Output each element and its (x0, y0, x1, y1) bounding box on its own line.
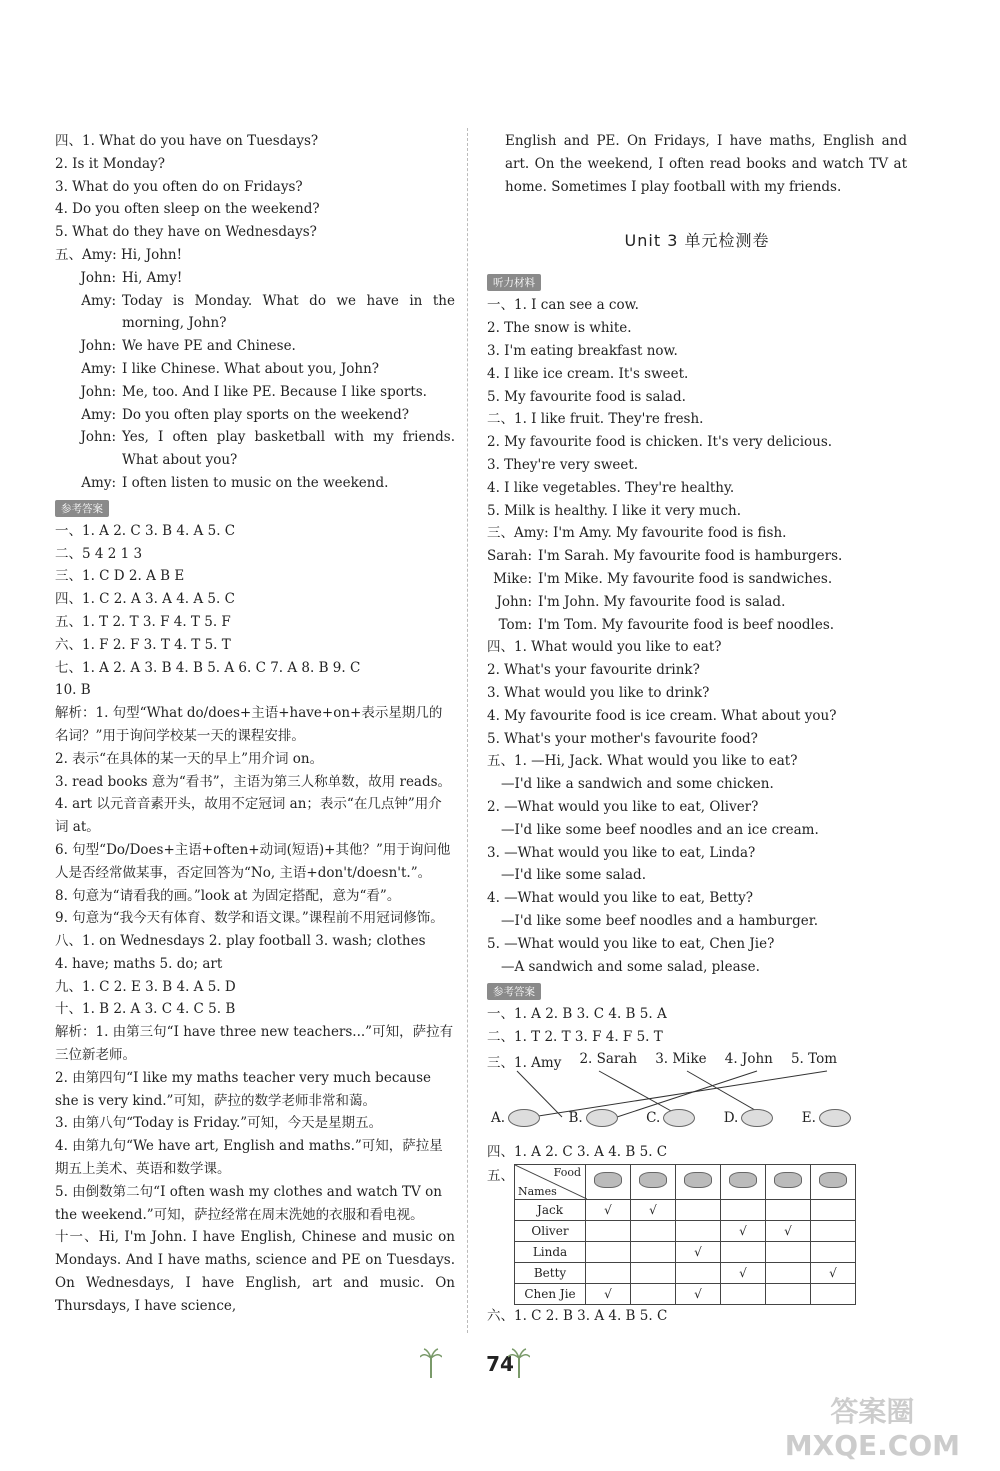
analysis-1 (55, 702, 455, 930)
matching-exercise (487, 1051, 907, 1141)
analysis-line: 4. 由第九句“We have art, English and maths.”可知，萨拉星期五上美术、英语和数学课。 (55, 1138, 443, 1178)
section-8 (55, 930, 455, 976)
listening-badge: 听力材料 (487, 274, 541, 291)
food-icon (508, 1109, 540, 1127)
analysis-line: 解析：1. 由第三句“I have three new teachers...”可知，萨拉有三位新老师。 (55, 1024, 454, 1064)
dialog-text: I'm Tom. My favourite food is beef noodles. (538, 616, 835, 633)
section-5-header: 五、Amy: Hi, John! (55, 246, 183, 263)
analysis-2 (55, 1021, 455, 1226)
table-cell (676, 1262, 721, 1283)
answer-line: 10. B (55, 682, 91, 699)
table-cell: √ (631, 1199, 676, 1220)
dialog-text: I'm Mike. My favourite food is sandwiches. (538, 570, 833, 587)
answer-1: 一、1. A 2. B 3. C 4. B 5. A (487, 1006, 667, 1023)
fill-answer-line: 4. have; maths 5. do; art (55, 955, 223, 972)
answer-line: 七、1. A 2. A 3. B 4. B 5. A 6. C 7. A 8. B 9. C (55, 659, 361, 676)
section-11: 十一、Hi, I'm John. I have English, Chinese and music on Mondays. And I have maths, science and PE on Tuesdays. On Wednesdays, I have English, art and music. On Thursdays, I have science, (55, 1229, 455, 1314)
match-name: 三、1. Amy (487, 1054, 562, 1071)
dialog-text: Hi, Amy! (122, 269, 183, 286)
dialog-text: I often listen to music on the weekend. (122, 474, 389, 491)
answer-badge: 参考答案 (55, 500, 109, 517)
answer-5 (487, 1164, 907, 1305)
listening-line: 2. —What would you like to eat, Oliver? (487, 798, 759, 815)
answer-line: 二、5 4 2 1 3 (55, 545, 143, 562)
listening-line: 4. My favourite food is ice cream. What about you? (487, 707, 837, 724)
listening-line: 5. What's your mother's favourite food? (487, 730, 758, 747)
analysis-line: 9. 句意为“我今天有体育、数学和语文课。”课程前不用冠词修饰。 (55, 910, 444, 927)
food-option (724, 1109, 774, 1127)
listening-line: 5. Milk is healthy. I like it very much. (487, 502, 742, 519)
food-icon (741, 1109, 773, 1127)
table-row (515, 1241, 856, 1262)
answer-line: 一、1. A 2. C 3. B 4. A 5. C (55, 522, 236, 539)
analysis-line: 6. 句型“Do/Does+主语+often+动词(短语)+其他？”用于询问他人是否经常做某事，否定回答为“No, 主语+don't/doesn't.”。 (55, 841, 451, 881)
analysis-line: 4. art 以元音音素开头，故用不定冠词 an；表示“在几点钟”用介词 at。 (55, 796, 442, 836)
section-11-continued: English and PE. On Fridays, I have maths, English and art. On the weekend, I often read books and watch TV at home. Sometimes I play football with my friends. (505, 133, 907, 195)
table-cell (766, 1199, 811, 1220)
listening-line: 一、1. I can see a cow. (487, 297, 639, 314)
listening-line: 4. I like ice cream. It's sweet. (487, 365, 689, 382)
table-cell: √ (721, 1220, 766, 1241)
listening-3 (487, 545, 907, 636)
dialog-line (71, 472, 455, 495)
food-option (802, 1109, 851, 1127)
listening-line: 四、1. What would you like to eat? (487, 639, 722, 656)
dialog-line (487, 545, 907, 568)
unit-title: Unit 3 单元检测卷 (624, 231, 770, 251)
listening-line: 3. —What would you like to eat, Linda? (487, 844, 756, 861)
fill-answer-line: 八、1. on Wednesdays 2. play football 3. wash; clothes (55, 933, 426, 950)
analysis-line: 2. 表示“在具体的某一天的早上”用介词 on。 (55, 750, 324, 767)
table-name-cell: Jack (515, 1199, 586, 1220)
food-icon (594, 1172, 622, 1188)
food-column-header (631, 1164, 676, 1199)
food-icon (586, 1109, 618, 1127)
speaker: John: (496, 593, 532, 610)
table-cell (631, 1220, 676, 1241)
food-column-header (586, 1164, 631, 1199)
food-icon (774, 1172, 802, 1188)
match-name: 4. John (724, 1050, 773, 1067)
food-letter: A. (491, 1109, 506, 1126)
speaker: Amy: (81, 474, 116, 491)
dialog-line (71, 426, 455, 472)
food-column-header (676, 1164, 721, 1199)
speaker: Tom: (498, 616, 532, 633)
table-cell (766, 1283, 811, 1304)
table-cell: √ (676, 1283, 721, 1304)
listening-line: —I'd like some salad. (501, 867, 646, 884)
listening-3-header: 三、Amy: I'm Amy. My favourite food is fish. (487, 525, 787, 542)
food-letter: D. (723, 1109, 739, 1126)
column-divider (467, 128, 468, 1333)
match-name: 2. Sarah (579, 1050, 638, 1067)
table-cell (631, 1283, 676, 1304)
speaker: John: (80, 429, 116, 446)
table-cell (586, 1241, 631, 1262)
dialog-line (71, 404, 455, 427)
dialog-text: Today is Monday. What do we have in the morning, John? (122, 292, 455, 332)
food-icon (819, 1172, 847, 1188)
left-column (55, 130, 455, 1318)
dialog-text: Do you often play sports on the weekend? (122, 406, 410, 423)
table-cell: √ (676, 1241, 721, 1262)
dialog-line (71, 381, 455, 404)
section-9: 九、1. C 2. E 3. B 4. A 5. D (55, 978, 236, 995)
table-row (515, 1283, 856, 1304)
table-cell (676, 1220, 721, 1241)
table-corner: Food Names (515, 1164, 586, 1199)
question-line: 5. What do they have on Wednesdays? (55, 224, 317, 241)
speaker: John: (80, 338, 116, 355)
listening-5 (487, 750, 907, 978)
listening-line: —I'd like some beef noodles and an ice cream. (501, 821, 819, 838)
dialog-line (487, 568, 907, 591)
speaker: Amy: (81, 406, 116, 423)
listening-line: —I'd like some beef noodles and a hamburger. (501, 912, 818, 929)
table-cell: √ (586, 1283, 631, 1304)
food-letter: E. (801, 1109, 816, 1126)
palm-right-icon (508, 1348, 530, 1378)
answer-line: 三、1. C D 2. A B E (55, 568, 185, 585)
speaker: John: (80, 269, 116, 286)
table-cell (631, 1241, 676, 1262)
food-column-header (721, 1164, 766, 1199)
food-column-header (766, 1164, 811, 1199)
table-cell (811, 1199, 856, 1220)
table-cell: √ (586, 1199, 631, 1220)
table-cell (586, 1220, 631, 1241)
question-line: 2. Is it Monday? (55, 155, 165, 172)
answer-line: 六、1. F 2. F 3. T 4. T 5. T (55, 636, 231, 653)
match-name: 3. Mike (655, 1050, 707, 1067)
dialog-line (71, 290, 455, 336)
answer-list (55, 520, 455, 702)
speaker: Mike: (493, 570, 532, 587)
dialog (55, 267, 455, 495)
listening-line: 5. My favourite food is salad. (487, 388, 686, 405)
table-cell: √ (721, 1262, 766, 1283)
food-option (568, 1109, 617, 1127)
listening-4 (487, 636, 907, 750)
table-cell (586, 1262, 631, 1283)
right-column (487, 130, 907, 1327)
table-cell (811, 1220, 856, 1241)
speaker: Amy: (81, 292, 116, 309)
table-name-cell: Linda (515, 1241, 586, 1262)
food-icon (729, 1172, 757, 1188)
table-cell (811, 1283, 856, 1304)
dialog-line (71, 335, 455, 358)
table-row (515, 1220, 856, 1241)
food-icon (819, 1109, 851, 1127)
table-cell (721, 1199, 766, 1220)
dialog-text: I'm John. My favourite food is salad. (538, 593, 786, 610)
table-name-cell: Chen Jie (515, 1283, 586, 1304)
table-name-cell: Oliver (515, 1220, 586, 1241)
section-10: 十、1. B 2. A 3. C 4. C 5. B (55, 1001, 236, 1018)
listening-line: 二、1. I like fruit. They're fresh. (487, 411, 704, 428)
answer-4: 四、1. A 2. C 3. A 4. B 5. C (487, 1143, 668, 1160)
food-column-header (811, 1164, 856, 1199)
table-cell (811, 1241, 856, 1262)
table-row (515, 1262, 856, 1283)
dialog-text: We have PE and Chinese. (122, 338, 296, 355)
table-cell: √ (811, 1262, 856, 1283)
dialog-line (71, 358, 455, 381)
analysis-line: 3. read books 意为“看书”，主语为第三人称单数，故用 reads。 (55, 773, 452, 790)
section-4-questions (55, 130, 455, 244)
question-line: 3. What do you often do on Fridays? (55, 178, 303, 195)
food-option (491, 1109, 540, 1127)
dialog-text: I'm Sarah. My favourite food is hamburgers. (538, 548, 843, 565)
analysis-line: 5. 由倒数第二句“I often wash my clothes and watch TV on the weekend.”可知，萨拉经常在周末洗她的衣服和看电视。 (55, 1183, 442, 1223)
watermark: 答案圈 MXQE.COM (784, 1395, 960, 1462)
dialog-line (487, 591, 907, 614)
food-table (514, 1164, 856, 1305)
speaker: Amy: (81, 360, 116, 377)
listening-line: 2. My favourite food is chicken. It's very delicious. (487, 434, 833, 451)
page-number: 74 (486, 1352, 514, 1376)
listening-line: 2. What's your favourite drink? (487, 662, 700, 679)
listening-line: —I'd like a sandwich and some chicken. (501, 776, 774, 793)
table-cell (721, 1283, 766, 1304)
food-icon (663, 1109, 695, 1127)
question-line: 4. Do you often sleep on the weekend? (55, 201, 320, 218)
food-option (646, 1109, 695, 1127)
dialog-line (487, 614, 907, 637)
answer-2: 二、1. T 2. T 3. F 4. F 5. T (487, 1029, 663, 1046)
table-cell (676, 1199, 721, 1220)
table-name-cell: Betty (515, 1262, 586, 1283)
listening-line: 3. What would you like to drink? (487, 684, 710, 701)
food-icon (639, 1172, 667, 1188)
dialog-text: Me, too. And I like PE. Because I like sports. (122, 383, 427, 400)
dialog-text: Yes, I often play basketball with my friends. What about you? (122, 429, 455, 469)
table-cell (766, 1262, 811, 1283)
answer-line: 五、1. T 2. T 3. F 4. T 5. F (55, 613, 231, 630)
table-cell (721, 1241, 766, 1262)
analysis-line: 2. 由第四句“I like my maths teacher very much because she is very kind.”可知，萨拉的数学老师非常和蔼。 (55, 1069, 432, 1109)
analysis-line: 8. 句意为“请看我的画。”look at 为固定搭配，意为“看”。 (55, 887, 401, 904)
food-letter: C. (646, 1109, 661, 1126)
question-line: 四、1. What do you have on Tuesdays? (55, 133, 319, 149)
listening-1 (487, 294, 907, 408)
listening-line: 3. I'm eating breakfast now. (487, 342, 678, 359)
analysis-line: 解析：1. 句型“What do/does+主语+have+on+表示星期几的名词？”用于询问学校某一天的课程安排。 (55, 705, 443, 744)
listening-line: 4. I like vegetables. They're healthy. (487, 479, 735, 496)
listening-line: 2. The snow is white. (487, 320, 632, 337)
dialog-text: I like Chinese. What about you, John? (122, 360, 380, 377)
answer-5-label: 五、 (487, 1167, 514, 1184)
table-row (515, 1199, 856, 1220)
analysis-line: 3. 由第八句“Today is Friday.”可知，今天是星期五。 (55, 1115, 383, 1132)
dialog-line (71, 267, 455, 290)
match-name: 5. Tom (790, 1050, 837, 1067)
table-cell (631, 1262, 676, 1283)
matching-lines (487, 1069, 907, 1139)
speaker: Sarah: (487, 548, 533, 565)
listening-line: 3. They're very sweet. (487, 456, 639, 473)
listening-2 (487, 408, 907, 522)
food-letter: B. (568, 1109, 583, 1126)
food-icon (684, 1172, 712, 1188)
listening-line: 5. —What would you like to eat, Chen Jie? (487, 935, 775, 952)
table-cell: √ (766, 1220, 811, 1241)
listening-line: 五、1. —Hi, Jack. What would you like to eat? (487, 753, 798, 770)
answer-badge-right: 参考答案 (487, 983, 541, 1000)
listening-line: —A sandwich and some salad, please. (501, 958, 760, 975)
table-cell (766, 1241, 811, 1262)
speaker: John: (80, 383, 116, 400)
answer-line: 四、1. C 2. A 3. A 4. A 5. C (55, 591, 235, 608)
listening-line: 4. —What would you like to eat, Betty? (487, 890, 753, 907)
answer-6: 六、1. C 2. B 3. A 4. B 5. C (487, 1307, 668, 1324)
